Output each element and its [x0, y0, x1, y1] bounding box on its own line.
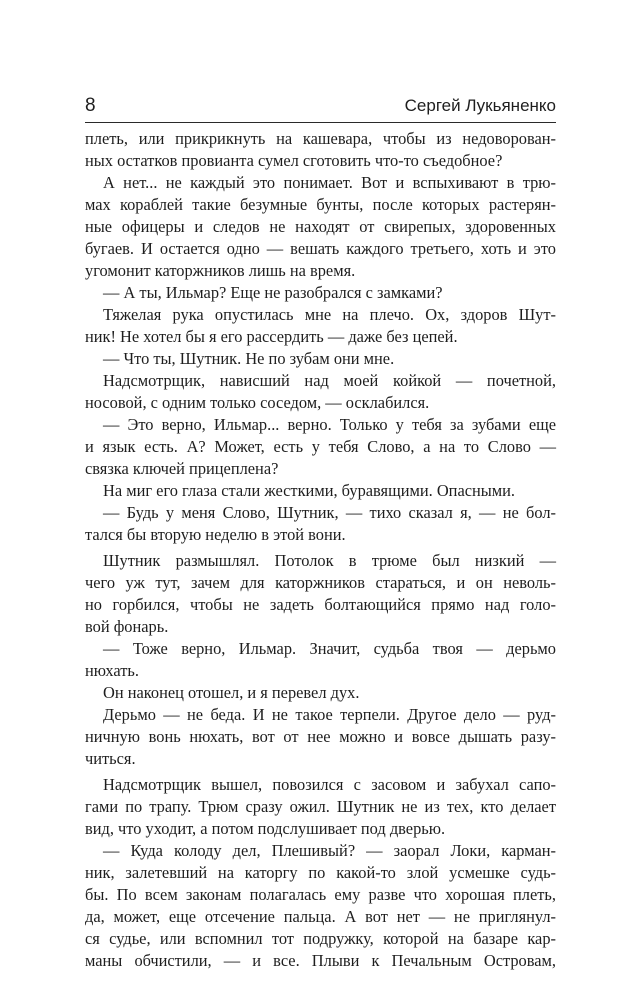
text-line: и язык есть. А? Может, есть у тебя Слово, а на то Слово — [85, 437, 556, 456]
text-line: А нет... не каждый это понимает. Вот и вспыхивают в трю- [103, 173, 556, 192]
text-line: — Это верно, Ильмар... верно. Только у тебя за зубами еще [103, 415, 556, 434]
text-line: но горбился, чтобы не задеть болтающийся прямо над голо- [85, 595, 556, 614]
text-line: мах кораблей такие безумные бунты, после которых растерян- [85, 195, 556, 214]
text-line: читься. [85, 749, 136, 768]
text-line: бы. По всем законам полагалась ему разве что хорошая плеть, [85, 885, 556, 904]
running-title: Сергей Лукьяненко [404, 96, 556, 115]
text-line: — Будь у меня Слово, Шутник, — тихо сказал я, — не бол- [103, 503, 556, 522]
text-line: носовой, с одним только соседом, — осклабился. [85, 393, 430, 412]
page-number: 8 [85, 95, 96, 116]
book-page [85, 92, 556, 972]
text-line: — Тоже верно, Ильмар. Значит, судьба твоя — дерьмо [103, 639, 556, 658]
text-line: Шутник размышлял. Потолок в трюме был низкий — [103, 551, 556, 570]
text-line: — А ты, Ильмар? Еще не разобрался с замками? [103, 283, 443, 302]
text-line: угомонит каторжников лишь на время. [85, 261, 356, 280]
text-line: Надсмотрщик, нависший над моей койкой — почетной, [103, 371, 556, 390]
text-line: ник! Не хотел бы я его рассердить — даже без цепей. [85, 327, 458, 346]
text-line: бугаев. И остается одно — вешать каждого третьего, хоть и это [85, 239, 556, 258]
text-line: тался бы вторую неделю в этой вони. [85, 525, 346, 544]
text-line: чего уж тут, зачем для каторжников стараться, и он неволь- [85, 573, 556, 592]
text-line: нюхать. [85, 661, 139, 680]
text-line: связка ключей прицеплена? [85, 459, 279, 478]
text-line: — Что ты, Шутник. Не по зубам они мне. [103, 349, 395, 368]
text-line: ничную вонь нюхать, вот от нее можно и вовсе дышать разу- [85, 727, 556, 746]
text-line: гами по трапу. Трюм сразу ожил. Шутник не из тех, кто делает [85, 797, 556, 816]
text-line: — Куда колоду дел, Плешивый? — заорал Локи, карман- [103, 841, 556, 860]
text-line: плеть, или прикрикнуть на кашевара, чтобы из недоворован- [85, 129, 556, 148]
text-line: ник, залетевший на каторгу по какой-то злой усмешке судь- [85, 863, 556, 882]
running-head [85, 92, 556, 123]
text-line: ных остатков провианта сумел сготовить что-то съедобное? [85, 151, 503, 170]
text-line: вой фонарь. [85, 617, 169, 636]
text-line: На миг его глаза стали жесткими, буравящими. Опасными. [103, 481, 516, 500]
text-line: Дерьмо — не беда. И не такое терпели. Другое дело — руд- [103, 705, 556, 724]
text-line: маны обчистили, — и все. Плыви к Печальным Островам, [85, 951, 556, 970]
text-line: ные офицеры и следов не находят от свирепых, здоровенных [85, 217, 556, 236]
text-line: вид, что уходит, а потом подслушивает под дверью. [85, 819, 446, 838]
text-line: ся судье, или вспомнил тот подружку, которой на базаре кар- [85, 929, 556, 948]
text-line: Он наконец отошел, и я перевел дух. [103, 683, 360, 702]
text-line: Надсмотрщик вышел, повозился с засовом и забухал сапо- [103, 775, 556, 794]
text-line: Тяжелая рука опустилась мне на плечо. Ох, здоров Шут- [103, 305, 556, 324]
body-text [85, 128, 556, 972]
text-line: да, может, еще отсечение пальца. А вот нет — не приглянул- [85, 907, 556, 926]
